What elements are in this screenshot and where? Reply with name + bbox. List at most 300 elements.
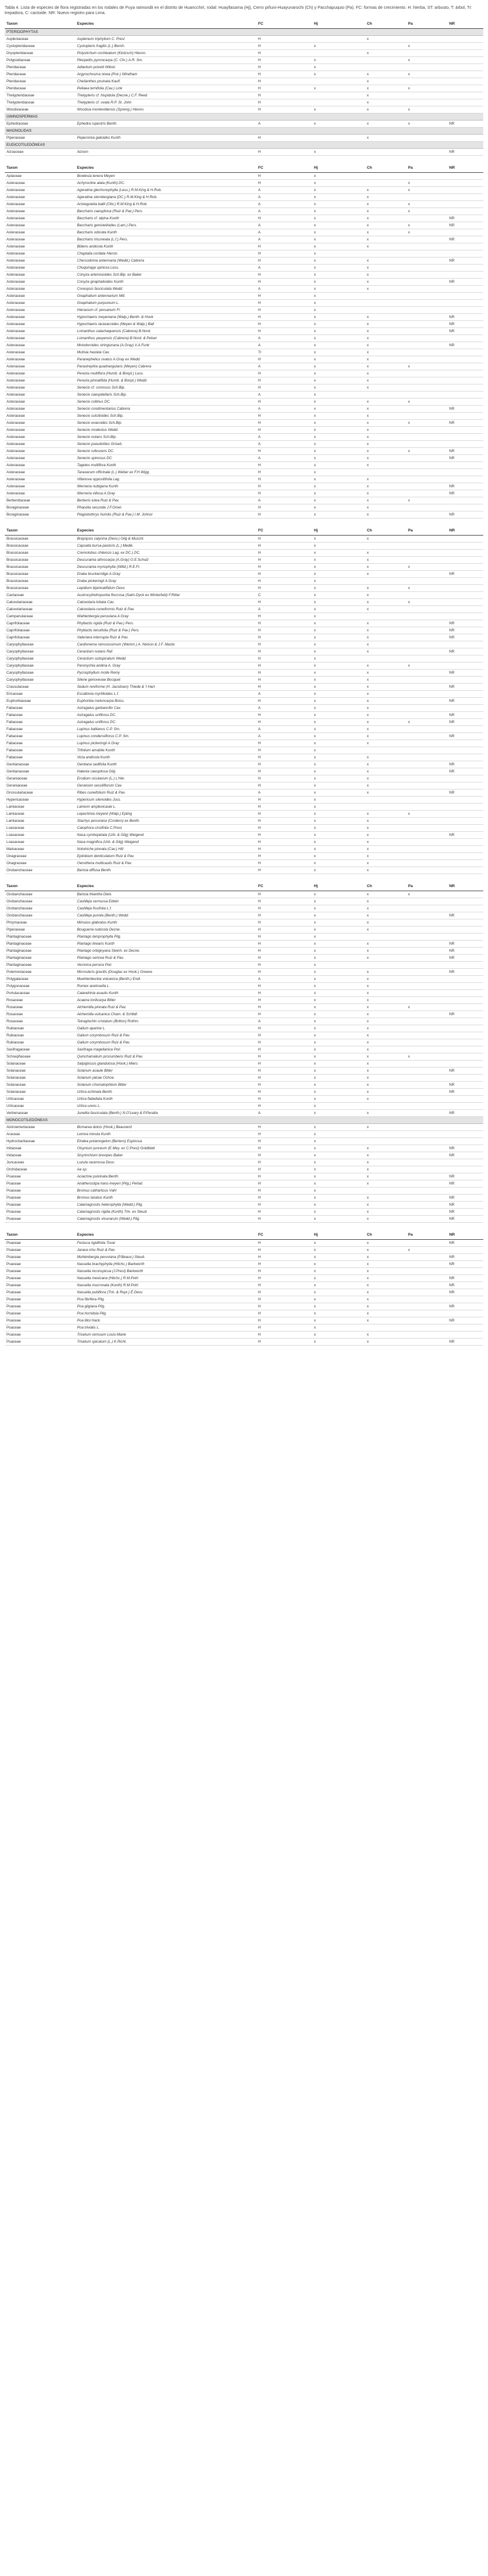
pa-cell (406, 536, 447, 543)
family-cell: Asteraceae (5, 406, 75, 413)
species-cell: Perezia pinnatifida (Humb. & Bonpl.) Wedd. (75, 377, 256, 384)
nr-cell: NR (447, 1339, 483, 1346)
nr-cell (447, 392, 483, 399)
family-cell: Orobanchaceae (5, 898, 75, 905)
nr-cell (447, 934, 483, 941)
ch-cell: x (365, 349, 406, 356)
family-cell: Pteridaceae (5, 78, 75, 85)
table-row (5, 342, 483, 349)
column-header: NR (447, 163, 483, 173)
nr-cell (447, 293, 483, 300)
pa-cell (406, 620, 447, 627)
pa-cell (406, 265, 447, 272)
fc-cell: H (256, 719, 312, 726)
family-cell: Alstroemeriaceae (5, 1124, 75, 1131)
species-cell: Olsynium junceum (E.Mey. ex C.Presl) Goldblatt (75, 1145, 256, 1152)
pa-cell (406, 606, 447, 613)
nr-cell: NR (447, 627, 483, 634)
species-cell: Galium corymbosum Ruiz & Pav. (75, 1032, 256, 1039)
family-cell: Asteraceae (5, 265, 75, 272)
family-cell: Aizoaceae (5, 149, 75, 156)
fc-cell: H (256, 1332, 312, 1339)
column-header: Pa (406, 526, 447, 536)
pa-cell (406, 328, 447, 335)
family-cell: Poaceae (5, 1289, 75, 1296)
fc-cell: H (256, 1166, 312, 1173)
nr-cell: NR (447, 719, 483, 726)
fc-cell: H (256, 919, 312, 926)
column-header: Especies (75, 526, 256, 536)
nr-cell: NR (447, 912, 483, 919)
fc-cell: A (256, 789, 312, 797)
table-row (5, 599, 483, 606)
fc-cell: H (256, 543, 312, 550)
fc-cell: H (256, 71, 312, 78)
table-row (5, 504, 483, 511)
table-row (5, 349, 483, 356)
species-cell: Phacelia secunda J.F.Gmel. (75, 504, 256, 511)
table-row (5, 926, 483, 934)
nr-cell (447, 599, 483, 606)
species-cell: Bomarea dulcis (Hook.) Beauverd (75, 1124, 256, 1131)
hj-cell: x (312, 804, 365, 811)
pa-cell: x (406, 229, 447, 236)
hj-cell: x (312, 775, 365, 782)
pa-cell (406, 1060, 447, 1068)
ch-cell: x (365, 135, 406, 142)
species-cell: Junellia fasciculata (Benth.) N.O'Leary & P.Peralta (75, 1110, 256, 1117)
column-header: NR (447, 881, 483, 891)
hj-cell: x (312, 1303, 365, 1310)
ch-cell: x (365, 976, 406, 983)
ch-cell: x (365, 818, 406, 825)
fc-cell: H (256, 321, 312, 328)
ch-cell: x (365, 328, 406, 335)
family-cell: Polygonaceae (5, 983, 75, 990)
species-cell: Cerastium nutans Raf. (75, 648, 256, 655)
table-row (5, 250, 483, 257)
hj-cell: x (312, 543, 365, 550)
family-cell: Asteraceae (5, 370, 75, 377)
nr-cell (447, 606, 483, 613)
pa-cell (406, 627, 447, 634)
ch-cell: x (365, 1332, 406, 1339)
column-header: Ch (365, 19, 406, 29)
ch-cell: x (365, 926, 406, 934)
table-row (5, 257, 483, 265)
family-cell: Orobanchaceae (5, 905, 75, 912)
family-cell: Iridaceae (5, 1152, 75, 1159)
pa-cell (406, 1159, 447, 1166)
species-cell: Paranephelius ovatus A.Gray ex Wedd. (75, 356, 256, 363)
fc-cell: H (256, 279, 312, 286)
species-tables (5, 19, 483, 1346)
pa-cell (406, 1068, 447, 1075)
family-cell: Poaceae (5, 1195, 75, 1202)
nr-cell (447, 550, 483, 557)
table-row (5, 1180, 483, 1187)
species-cell: Saxifraga magellanica Poir. (75, 1046, 256, 1053)
pa-cell (406, 789, 447, 797)
pa-cell: x (406, 1247, 447, 1254)
hj-cell: x (312, 825, 365, 832)
family-cell: Fabaceae (5, 740, 75, 747)
hj-cell: x (312, 983, 365, 990)
nr-cell: NR (447, 1282, 483, 1289)
pa-cell (406, 1166, 447, 1173)
column-header: Hj (312, 163, 365, 173)
nr-cell: NR (447, 1303, 483, 1310)
ch-cell: x (365, 92, 406, 99)
ch-cell (365, 747, 406, 754)
ch-cell (365, 962, 406, 969)
table-row (5, 229, 483, 236)
table-row (5, 684, 483, 691)
ch-cell: x (365, 983, 406, 990)
family-cell: Asteraceae (5, 314, 75, 321)
nr-cell: NR (447, 511, 483, 518)
table-row (5, 286, 483, 293)
ch-cell: x (365, 719, 406, 726)
fc-cell: H (256, 613, 312, 620)
family-cell: Asteraceae (5, 215, 75, 222)
nr-cell (447, 265, 483, 272)
family-cell: Plantaginaceae (5, 955, 75, 962)
table-row (5, 1053, 483, 1060)
fc-cell: H (256, 1089, 312, 1096)
family-cell: Caprifoliaceae (5, 627, 75, 634)
family-cell: Saxifragaceae (5, 1046, 75, 1053)
nr-cell: NR (447, 789, 483, 797)
hj-cell: x (312, 634, 365, 641)
pa-cell (406, 1303, 447, 1310)
family-cell: Asteraceae (5, 342, 75, 349)
fc-cell: H (256, 997, 312, 1004)
fc-cell: H (256, 180, 312, 187)
family-cell: Asteraceae (5, 201, 75, 208)
fc-cell: H (256, 1240, 312, 1247)
table-row (5, 1166, 483, 1173)
pa-cell (406, 1187, 447, 1195)
species-cell: Escallonia myrtilloides L.f. (75, 691, 256, 698)
ch-cell: x (365, 384, 406, 392)
species-cell: Plagiobothrys humilis (Ruiz & Pav.) I.M. Johnst (75, 511, 256, 518)
ch-cell (365, 149, 406, 156)
ch-cell: x (365, 536, 406, 543)
species-cell: Baccharis tricuneata (L.f.) Pers. (75, 236, 256, 243)
table-row (5, 705, 483, 712)
pa-cell (406, 1202, 447, 1209)
group-label: GIMNOSPERMAS (5, 113, 483, 121)
nr-cell (447, 983, 483, 990)
species-cell: Lupinus ballianus C.P. Sm. (75, 726, 256, 733)
hj-cell: x (312, 173, 365, 180)
ch-cell (365, 578, 406, 585)
species-cell: Nassella mexicana (Hitchc.) R.M.Pohl (75, 1275, 256, 1282)
hj-cell: x (312, 934, 365, 941)
species-cell: Lamium amplexicaule L. (75, 804, 256, 811)
ch-cell (365, 392, 406, 399)
fc-cell: H (256, 314, 312, 321)
nr-cell: NR (447, 1082, 483, 1089)
ch-cell: x (365, 550, 406, 557)
header-row (5, 1230, 483, 1240)
pa-cell (406, 1268, 447, 1275)
fc-cell: H (256, 839, 312, 846)
table-row (5, 1018, 483, 1025)
ch-cell: x (365, 825, 406, 832)
pa-cell (406, 1310, 447, 1317)
table-row (5, 187, 483, 194)
fc-cell: H (256, 1216, 312, 1223)
family-cell: Boraginaceae (5, 504, 75, 511)
nr-cell (447, 208, 483, 215)
family-cell: Asteraceae (5, 448, 75, 455)
family-cell: Lamiaceae (5, 811, 75, 818)
pa-cell (406, 578, 447, 585)
ch-cell: x (365, 712, 406, 719)
ch-cell (365, 1138, 406, 1145)
pa-cell: x (406, 399, 447, 406)
table-row (5, 1303, 483, 1310)
species-cell: Perezia multiflora (Humb. & Bonpl.) Less. (75, 370, 256, 377)
fc-cell: H (256, 511, 312, 518)
nr-cell: NR (447, 420, 483, 427)
nr-cell (447, 356, 483, 363)
family-cell: Loasaceae (5, 832, 75, 839)
species-cell: Senecio nutans Sch.Bip. (75, 434, 256, 441)
fc-cell: H (256, 634, 312, 641)
family-cell: Asteraceae (5, 363, 75, 370)
pa-cell (406, 476, 447, 483)
fc-cell: H (256, 898, 312, 905)
hj-cell: x (312, 187, 365, 194)
table-row (5, 307, 483, 314)
table-row (5, 670, 483, 677)
fc-cell: A (256, 121, 312, 128)
pa-cell (406, 1089, 447, 1096)
nr-cell: NR (447, 1180, 483, 1187)
species-cell: Solanum acaule Bitter (75, 1068, 256, 1075)
species-cell: Nassella pubiflora (Trin. & Rupr.) É.Desv. (75, 1289, 256, 1296)
table-row (5, 434, 483, 441)
table-row (5, 1124, 483, 1131)
nr-cell (447, 898, 483, 905)
fc-cell: H (256, 1202, 312, 1209)
species-cell: Sisyrinchium brevipes Baker (75, 1152, 256, 1159)
hj-cell: x (312, 1103, 365, 1110)
family-cell: Fabaceae (5, 754, 75, 761)
species-cell: Lepechinia meyenii (Walp.) Epling (75, 811, 256, 818)
hj-cell: x (312, 1046, 365, 1053)
ch-cell: x (365, 1110, 406, 1117)
hj-cell: x (312, 307, 365, 314)
species-cell: Festuca rigidifolia Tovar (75, 1240, 256, 1247)
column-header: NR (447, 1230, 483, 1240)
ch-cell: x (365, 1068, 406, 1075)
ch-cell: x (365, 1166, 406, 1173)
pa-cell: x (406, 497, 447, 504)
pa-cell (406, 934, 447, 941)
pa-cell (406, 434, 447, 441)
species-cell: Nassella inconspicua (J.Presl) Barkworth (75, 1268, 256, 1275)
table-row (5, 78, 483, 85)
family-cell: Araceae (5, 1131, 75, 1138)
fc-cell: H (256, 215, 312, 222)
ch-cell: x (365, 448, 406, 455)
fc-cell: H (256, 1145, 312, 1152)
hj-cell: x (312, 286, 365, 293)
table-row (5, 427, 483, 434)
table-row (5, 832, 483, 839)
family-cell: Asteraceae (5, 434, 75, 441)
nr-cell (447, 578, 483, 585)
nr-cell: NR (447, 1254, 483, 1261)
ch-cell: x (365, 599, 406, 606)
fc-cell: H (256, 356, 312, 363)
hj-cell: x (312, 599, 365, 606)
nr-cell (447, 1247, 483, 1254)
ch-cell: x (365, 1053, 406, 1060)
species-table (5, 163, 483, 518)
fc-cell: H (256, 1039, 312, 1046)
nr-cell (447, 43, 483, 50)
family-cell: Asteraceae (5, 321, 75, 328)
species-cell: Capsella bursa-pastoris (L.) Medik. (75, 543, 256, 550)
ch-cell: x (365, 1282, 406, 1289)
fc-cell: H (256, 775, 312, 782)
pa-cell (406, 455, 447, 462)
ch-cell (365, 613, 406, 620)
hj-cell: x (312, 392, 365, 399)
table-row (5, 1332, 483, 1339)
hj-cell: x (312, 106, 365, 113)
ch-cell: x (365, 1339, 406, 1346)
nr-cell (447, 370, 483, 377)
hj-cell: x (312, 1032, 365, 1039)
ch-cell: x (365, 399, 406, 406)
fc-cell: H (256, 36, 312, 43)
family-cell: Gentianaceae (5, 768, 75, 775)
table-row (5, 613, 483, 620)
family-cell: Solanaceae (5, 1089, 75, 1096)
pa-cell: x (406, 585, 447, 592)
hj-cell: x (312, 613, 365, 620)
family-cell: Asteraceae (5, 194, 75, 201)
family-cell: Woodsiaceae (5, 106, 75, 113)
table-row (5, 1159, 483, 1166)
nr-cell (447, 804, 483, 811)
hj-cell: x (312, 585, 365, 592)
species-cell: Descurainia athrocarpa (A.Gray) O.E.Schulz (75, 557, 256, 564)
nr-cell (447, 434, 483, 441)
hj-cell: x (312, 867, 365, 874)
nr-cell (447, 135, 483, 142)
column-header: Pa (406, 1230, 447, 1240)
species-cell: Poa fibrifera Pilg. (75, 1296, 256, 1303)
table-row (5, 1296, 483, 1303)
column-header: FC (256, 526, 312, 536)
species-cell: Pleopeltis pycnocarpa (C. Chr.) A.R. Sm. (75, 57, 256, 64)
table-row (5, 1339, 483, 1346)
ch-cell: x (365, 286, 406, 293)
species-cell: Geranium sessiliflorum Cav. (75, 782, 256, 789)
hj-cell: x (312, 85, 365, 92)
pa-cell (406, 698, 447, 705)
fc-cell: H (256, 1011, 312, 1018)
column-header: Especies (75, 881, 256, 891)
pa-cell (406, 1254, 447, 1261)
hj-cell: x (312, 969, 365, 976)
group-row (5, 1117, 483, 1124)
family-cell: Poaceae (5, 1254, 75, 1261)
ch-cell: x (365, 1075, 406, 1082)
nr-cell: NR (447, 1011, 483, 1018)
table-row (5, 853, 483, 860)
family-cell: Polygalaceae (5, 976, 75, 983)
hj-cell: x (312, 670, 365, 677)
nr-cell (447, 173, 483, 180)
hj-cell: x (312, 1075, 365, 1082)
ch-cell: x (365, 243, 406, 250)
family-cell: Campanulaceae (5, 613, 75, 620)
species-cell: Poa trivialis L. (75, 1324, 256, 1332)
nr-cell (447, 839, 483, 846)
nr-cell: NR (447, 328, 483, 335)
nr-cell: NR (447, 121, 483, 128)
hj-cell: x (312, 641, 365, 648)
pa-cell (406, 754, 447, 761)
hj-cell: x (312, 1018, 365, 1025)
hj-cell: x (312, 1082, 365, 1089)
table-row (5, 839, 483, 846)
ch-cell: x (365, 321, 406, 328)
table-row (5, 891, 483, 898)
nr-cell: NR (447, 1317, 483, 1324)
species-cell: Astragalus garbancillo Cav. (75, 705, 256, 712)
group-row (5, 142, 483, 149)
table-row (5, 641, 483, 648)
pa-cell (406, 797, 447, 804)
hj-cell: x (312, 761, 365, 768)
pa-cell (406, 705, 447, 712)
nr-cell (447, 335, 483, 342)
header-row (5, 19, 483, 29)
table-row (5, 557, 483, 564)
ch-cell: x (365, 1289, 406, 1296)
header-row (5, 163, 483, 173)
family-cell: Caryophyllaceae (5, 641, 75, 648)
species-cell: Calceolaria cuneiformis Ruiz & Pav. (75, 606, 256, 613)
table-row (5, 860, 483, 867)
hj-cell: x (312, 229, 365, 236)
ch-cell: x (365, 1011, 406, 1018)
pa-cell: x (406, 57, 447, 64)
fc-cell: H (256, 867, 312, 874)
fc-cell: H (256, 761, 312, 768)
nr-cell (447, 811, 483, 818)
hj-cell: x (312, 321, 365, 328)
fc-cell: H (256, 578, 312, 585)
nr-cell (447, 1131, 483, 1138)
family-cell: Asteraceae (5, 413, 75, 420)
pa-cell (406, 427, 447, 434)
hj-cell: x (312, 1060, 365, 1068)
species-cell: Ribes cuneifolium Ruiz & Pav. (75, 789, 256, 797)
ch-cell: x (365, 789, 406, 797)
ch-cell (365, 180, 406, 187)
hj-cell: x (312, 328, 365, 335)
